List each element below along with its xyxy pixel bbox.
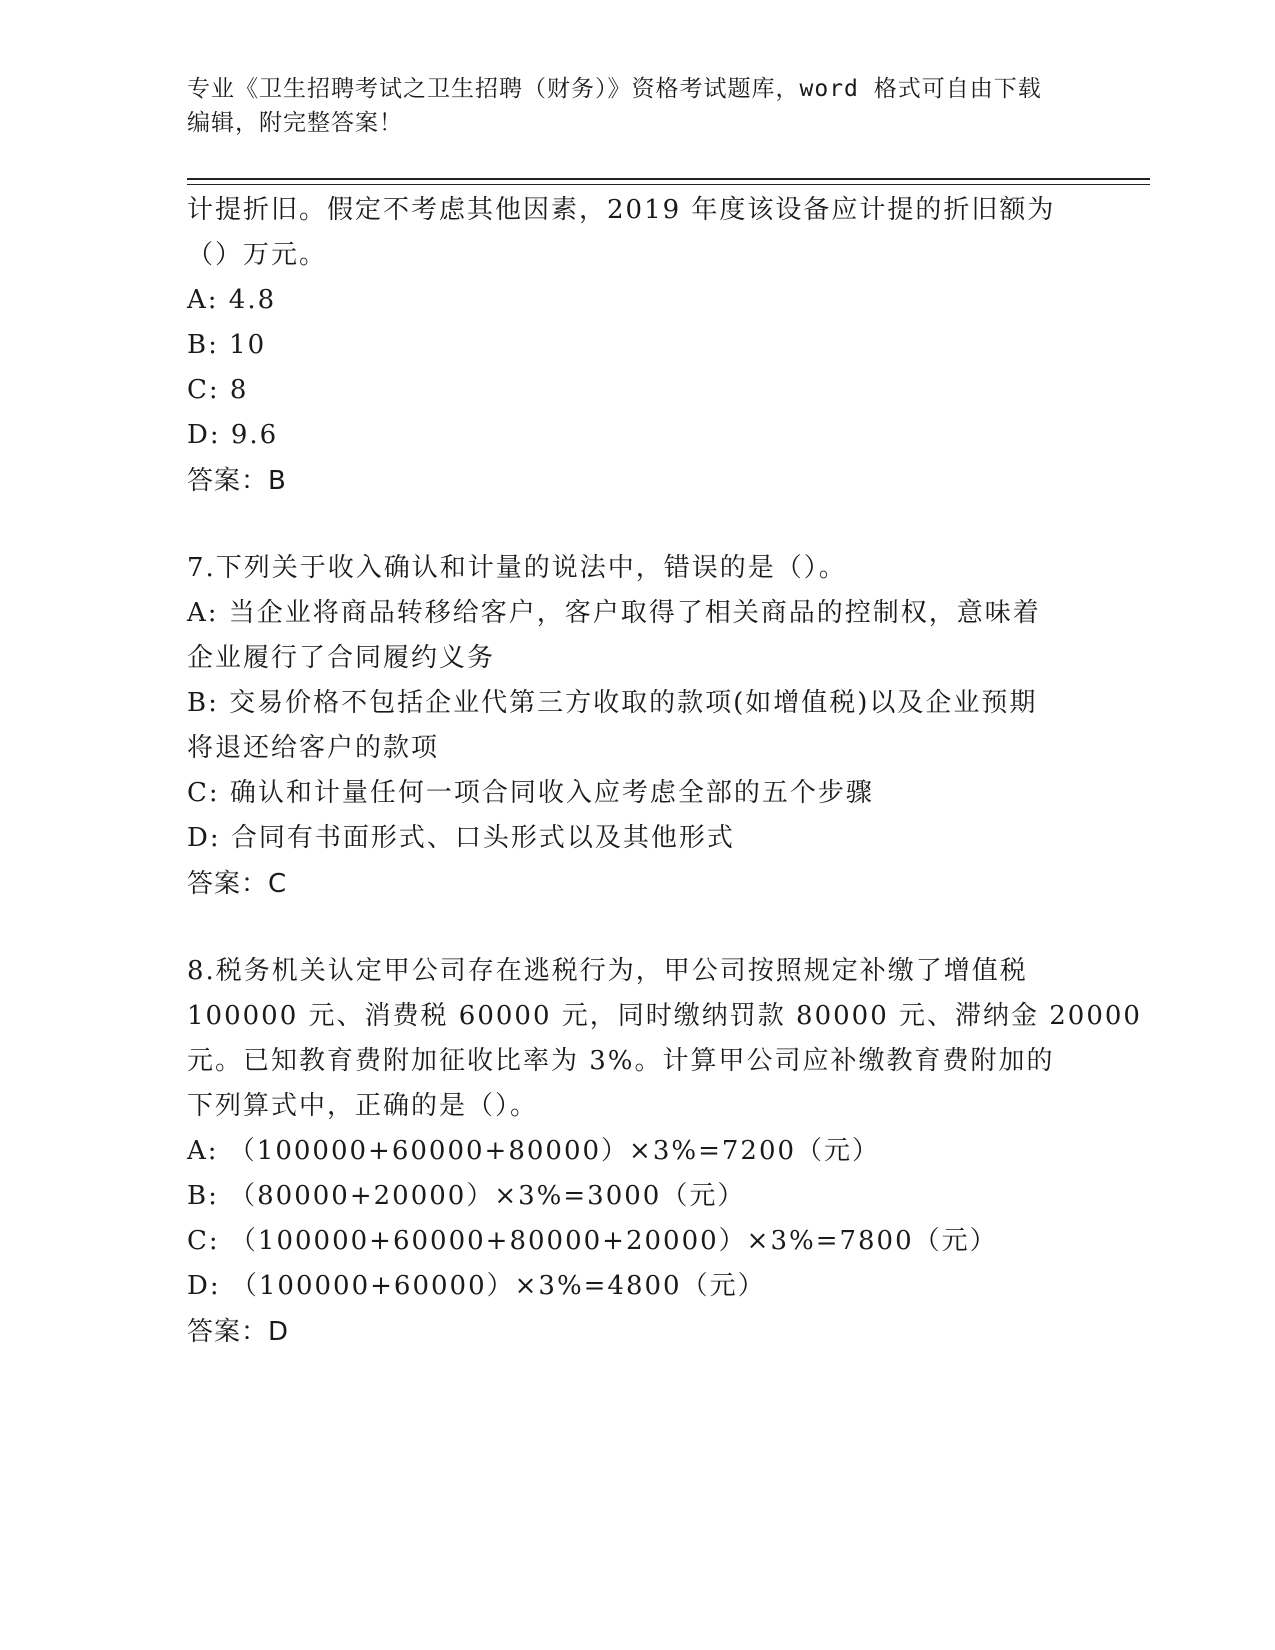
question-stem-line: 下列算式中，正确的是（）。: [187, 1091, 539, 1121]
option-a: A: 当企业将商品转移给客户，客户取得了相关商品的控制权，意味着: [187, 598, 1041, 628]
option-c: C: 8: [187, 375, 249, 405]
option-c: C: （100000+60000+80000+20000）×3%=7800（元）: [187, 1226, 998, 1256]
question-stem-line: 7.下列关于收入确认和计量的说法中，错误的是（）。: [187, 553, 847, 583]
answer-label: 答案：B: [187, 466, 287, 496]
option-d: D: 9.6: [187, 420, 279, 450]
option-b: B: （80000+20000）×3%=3000（元）: [187, 1181, 746, 1211]
question-spacer: [187, 504, 1067, 546]
option-b-continued: 将退还给客户的款项: [187, 733, 440, 763]
option-a: A: （100000+60000+80000）×3%=7200（元）: [187, 1136, 881, 1166]
question-stem-line: 计提折旧。假定不考虑其他因素，2019 年度该设备应计提的折旧额为: [187, 195, 1056, 225]
question-stem-line: 元。已知教育费附加征收比率为 3%。计算甲公司应补缴教育费附加的: [187, 1046, 1055, 1076]
question-stem-line: 100000 元、消费税 60000 元，同时缴纳罚款 80000 元、滞纳金 20000: [187, 1001, 1142, 1031]
option-a-continued: 企业履行了合同履约义务: [187, 643, 496, 673]
header-line-2: 编辑，附完整答案！: [187, 110, 403, 136]
question-6-continued: [187, 188, 1067, 504]
question-spacer: [187, 907, 1067, 949]
question-stem-line: 8.税务机关认定甲公司存在逃税行为，甲公司按照规定补缴了增值税: [187, 956, 1028, 986]
option-d: D: 合同有书面形式、口头形式以及其他形式: [187, 823, 735, 853]
option-c: C: 确认和计量任何一项合同收入应考虑全部的五个步骤: [187, 778, 874, 808]
option-b: B: 交易价格不包括企业代第三方收取的款项(如增值税)以及企业预期: [187, 688, 1038, 718]
document-body: [187, 188, 1142, 1355]
answer-label: 答案：C: [187, 869, 288, 899]
document-header: [187, 72, 1067, 140]
option-a: A: 4.8: [187, 285, 277, 315]
question-stem-line: （）万元。: [187, 240, 328, 270]
option-b: B: 10: [187, 330, 267, 360]
question-7: [187, 546, 1067, 907]
option-d: D: （100000+60000）×3%=4800（元）: [187, 1271, 766, 1301]
header-rule-thick: [187, 178, 1150, 180]
header-line-1: 专业《卫生招聘考试之卫生招聘（财务）》资格考试题库，word 格式可自由下载: [187, 76, 1042, 102]
answer-label: 答案：D: [187, 1317, 290, 1347]
question-8: [187, 949, 1142, 1355]
header-rule-thin: [187, 184, 1150, 185]
